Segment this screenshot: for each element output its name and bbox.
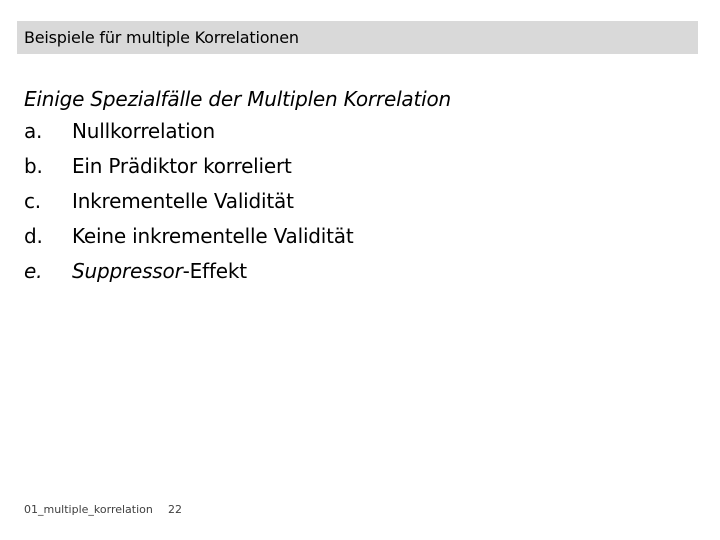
list-item-text: Keine inkrementelle Validität [72, 224, 354, 248]
list-item-text [72, 258, 247, 293]
list-marker: a. [24, 119, 43, 143]
slide-content [24, 84, 684, 293]
list-item-emphasis: Suppressor [72, 259, 183, 283]
list-item-suffix: -Effekt [182, 259, 247, 283]
list-marker: b. [24, 154, 43, 178]
list-item-c [24, 188, 684, 223]
footer-filename: 01_multiple_korrelation [24, 503, 153, 516]
list-item-text: Inkrementelle Validität [72, 189, 294, 213]
footer-page-number: 22 [168, 503, 182, 516]
list-marker: c. [24, 189, 41, 213]
list-item-d [24, 223, 684, 258]
list-item-a [24, 118, 684, 153]
slide-title: Beispiele für multiple Korrelationen [24, 28, 299, 47]
list-item-e [24, 258, 684, 293]
list-item-b [24, 153, 684, 188]
list-marker: d. [24, 224, 43, 248]
list-marker: e. [24, 259, 43, 283]
section-heading: Einige Spezialfälle der Multiplen Korrelation [24, 87, 451, 111]
list-item-text: Nullkorrelation [72, 119, 215, 143]
slide-title-bar [17, 21, 698, 54]
list-item-text: Ein Prädiktor korreliert [72, 154, 292, 178]
case-list [24, 118, 684, 293]
